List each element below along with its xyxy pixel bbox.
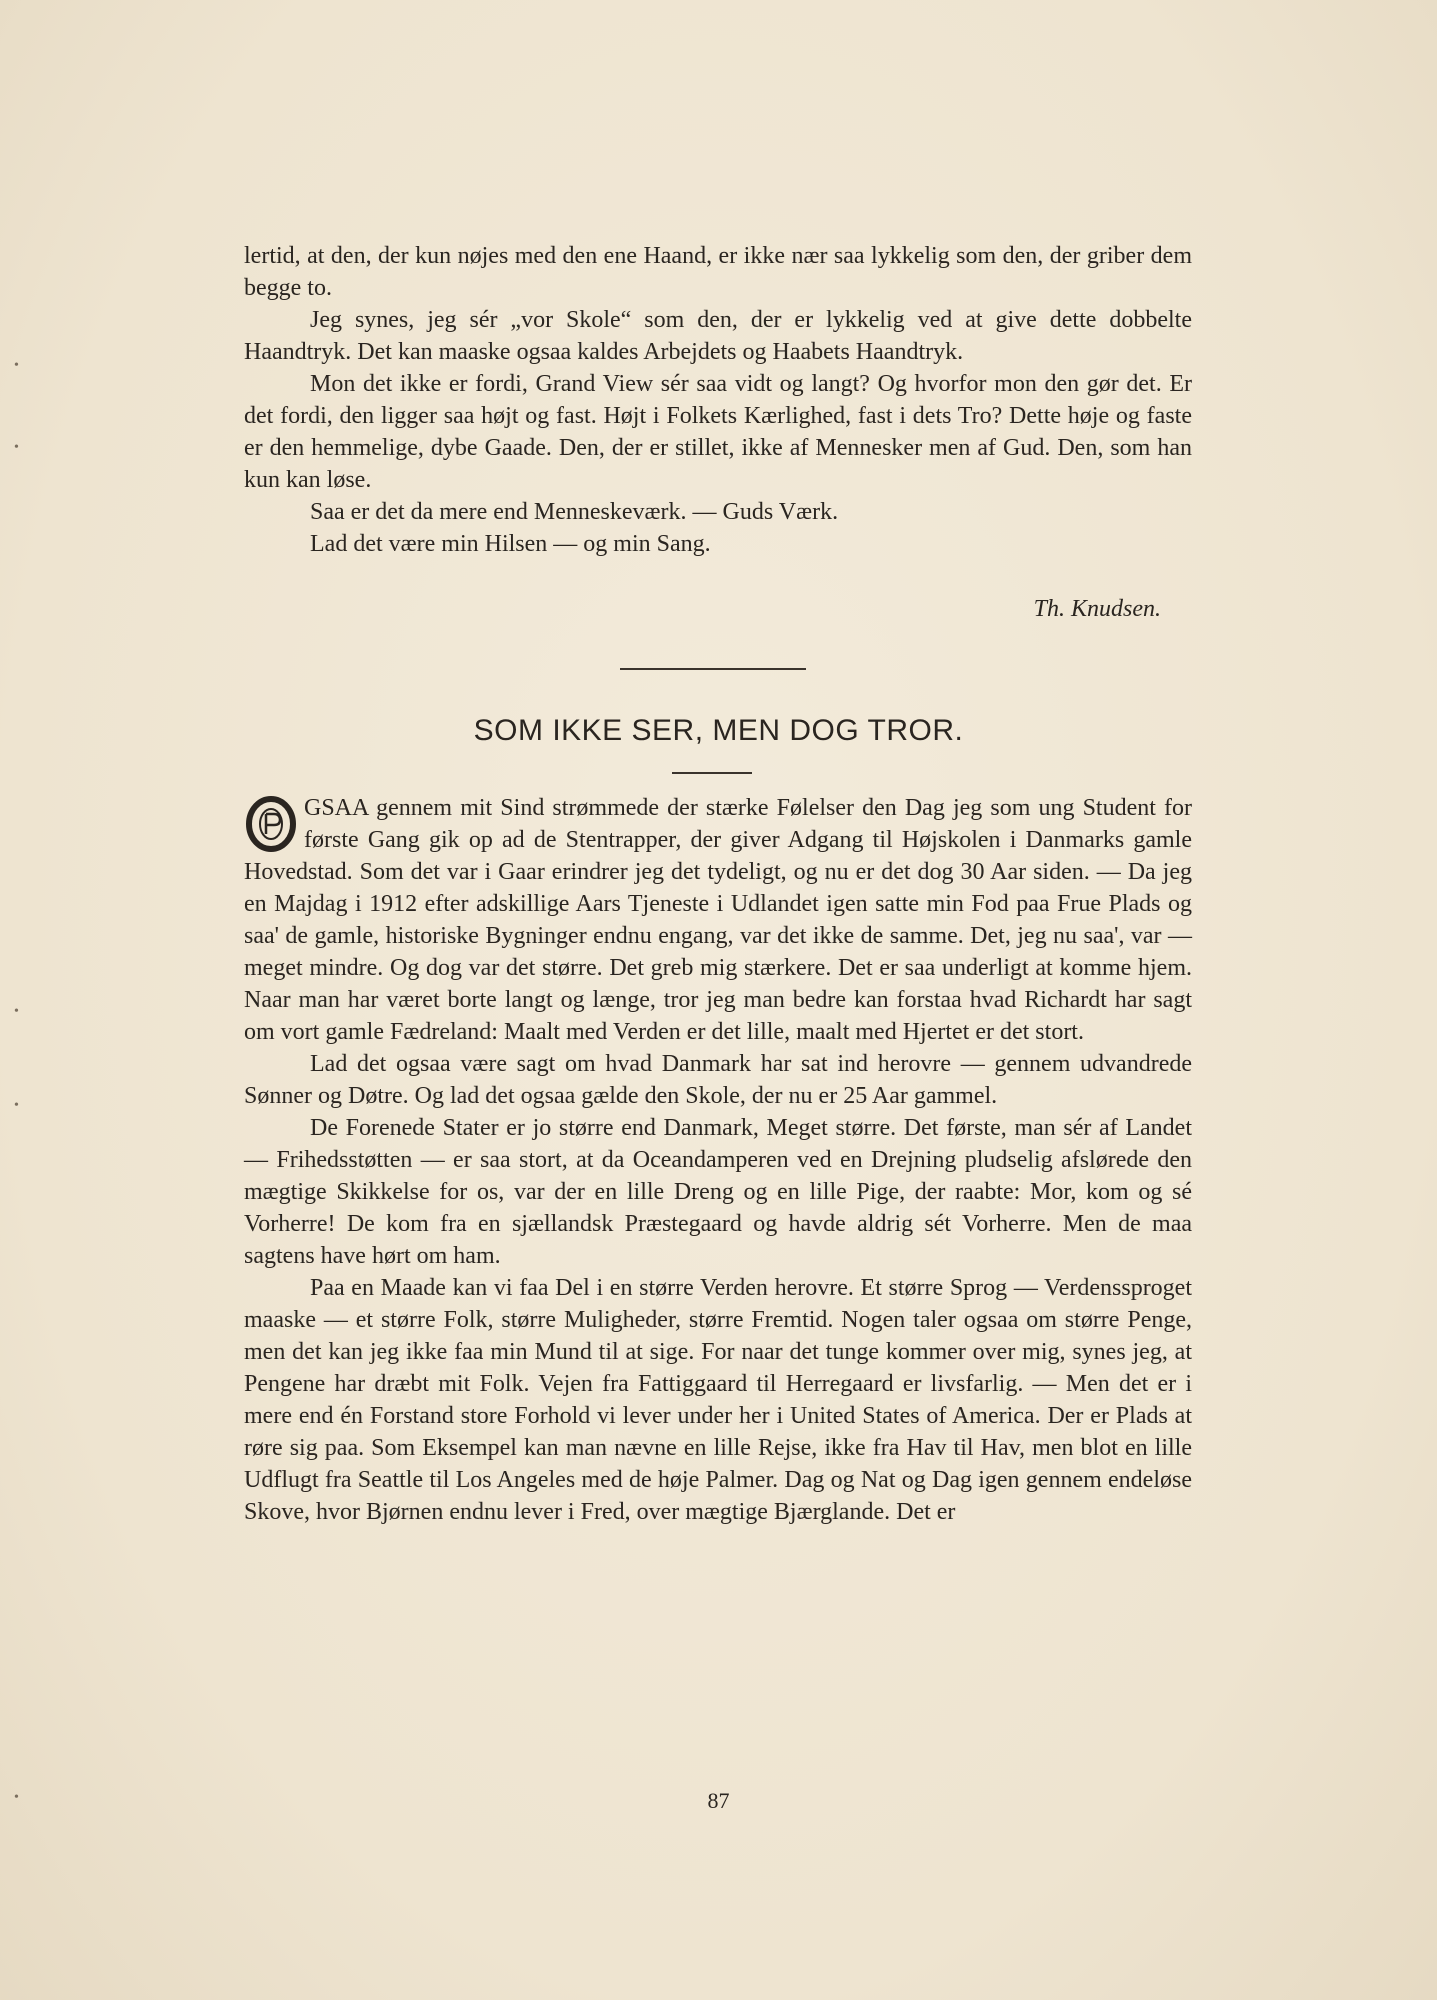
paragraph: Lad det ogsaa være sagt om hvad Danmark har sat ind herovre — gennem udvandrede Sønner og Døtre. Og lad det ogsaa gælde den Skole, der nu er 25 Aar gammel.	[244, 1051, 1192, 1109]
title-underline	[672, 772, 752, 774]
paragraph: Saa er det da mere end Menneskeværk. — Guds Værk.	[310, 499, 839, 525]
paragraph: Jeg synes, jeg sér „vor Skole“ som den, der er lykkelig ved at give dette dobbelte Haandtryk. Det kan maaske ogsaa kaldes Arbejdets og Haabets Haandtryk.	[244, 307, 1192, 365]
page-number: 87	[707, 1788, 730, 1813]
article-title: SOM IKKE SER, MEN DOG TROR.	[473, 714, 964, 747]
dropcap-letter: O	[271, 840, 272, 841]
paragraph: Lad det være min Hilsen — og min Sang.	[310, 531, 711, 557]
signature: Th. Knudsen.	[1033, 596, 1161, 622]
paragraph: Paa en Maade kan vi faa Del i en større Verden herovre. Et større Sprog — Verdenssproget maaske — et større Folk, større Muligheder, større Fremtid. Nogen taler ogsaa om større Penge, men det kan jeg ikke faa min Mund til at sige. For naar det tunge kommer over mig, synes jeg, at Pengene har dræbt mit Folk. Vejen fra Fattiggaard til Herregaard er livsfarlig. — Men det er i mere end én Forstand store Forhold vi lever under her i United States of America. Der er Plads at røre sig paa. Som Eksempel kan man nævne en lille Rejse, ikke fra Hav til Hav, men blot en lille Udflugt fra Seattle til Los Angeles med de høje Palmer. Dag og Nat og Dag igen gennem endeløse Skove, hvor Bjørnen endnu lever i Fred, over mægtige Bjærglande. Det er	[244, 1275, 1192, 1525]
paragraph: Mon det ikke er fordi, Grand View sér saa vidt og langt? Og hvorfor mon den gør det. Er det fordi, den ligger saa højt og fast. Højt i Folkets Kærlighed, fast i dets Tro? Dette høje og faste er den hemmelige, dybe Gaade. Den, der er stillet, ikke af Mennesker men af Gud. Den, som han kun kan løse.	[244, 371, 1192, 493]
dropcap-ornament	[244, 796, 298, 852]
article-body	[244, 792, 1192, 1528]
margin-mark: •	[14, 1790, 19, 1805]
paragraph: GSAA gennem mit Sind strømmede der stærke Følelser den Dag jeg som ung Student for første Gang gik op ad de Stentrapper, der giver Adgang til Højskolen i Danmarks gamle Hovedstad. Som det var i Gaar erindrer jeg det tydeligt, og nu er det dog 30 Aar siden. — Da jeg en Majdag i 1912 efter adskillige Aars Tjeneste i Udlandet igen satte min Fod paa Frue Plads og saa' de gamle, historiske Bygninger endnu engang, var det ikke de samme. Det, jeg nu saa', var — meget mindre. Og dog var det større. Det greb mig stærkere. Det er saa underligt at komme hjem. Naar man har været borte langt og længe, tror jeg man bedre kan forstaa hvad Richardt har sagt om vort gamle Fædreland: Maalt med Verden er det lille, maalt med Hjertet er det stort.	[244, 795, 1192, 1045]
letter-continuation	[244, 240, 1192, 560]
margin-mark: •	[14, 440, 19, 455]
paragraph: lertid, at den, der kun nøjes med den ene Haand, er ikke nær saa lykkelig som den, der griber dem begge to.	[244, 243, 1192, 301]
margin-mark: •	[14, 1098, 19, 1113]
margin-mark: •	[14, 1004, 19, 1019]
section-divider	[620, 668, 806, 670]
paragraph: De Forenede Stater er jo større end Danmark, Meget større. Det første, man sér af Landet — Frihedsstøtten — er saa stort, at da Oceandamperen ved en Drejning pludselig afslørede den mægtige Skikkelse for os, var der en lille Dreng og en lille Pige, der raabte: Mor, kom og sé Vorherre! De kom fra en sjællandsk Præstegaard og havde aldrig sét Vorherre. Men de maa sagtens have hørt om ham.	[244, 1115, 1192, 1269]
margin-mark: •	[14, 358, 19, 373]
